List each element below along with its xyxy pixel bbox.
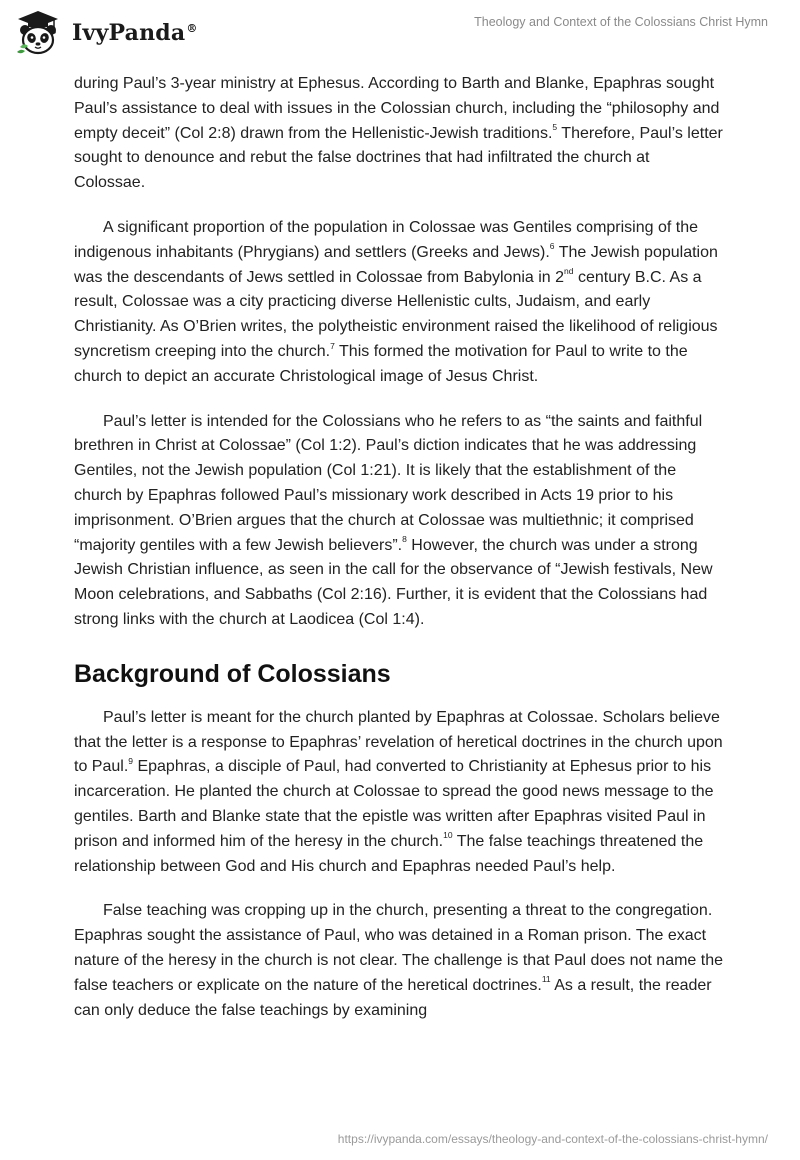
- footnote-ref[interactable]: 10: [443, 830, 453, 841]
- ivypanda-logo[interactable]: [14, 9, 198, 57]
- source-url-link[interactable]: https://ivypanda.com/essays/theology-and-context-of-the-colossians-christ-hymn/: [337, 1132, 768, 1146]
- document-title: Theology and Context of the Colossians Christ Hymn: [474, 15, 768, 29]
- essay-body: [74, 72, 724, 1043]
- footnote-ref[interactable]: 9: [128, 756, 133, 766]
- paragraph: Paul’s letter is intended for the Colossians who he refers to as “the saints and faithful brethren in Christ at Colossae” (Col 1:2). Paul’s diction indicates that he was addressing Gentiles, not the Jewish population (Col 1:21). It is likely that the establishment of the church by Epaphras followed Paul’s missionary work described in Acts 19 prior to his imprisonment. O’Brien argues that the church at Colossae was multiethnic; it comprised “majority gentiles with a few Jewish believers”.$^8$ However, the church was under a strong Jewish Christian influence, as seen in the call for the observance of “Jewish festivals, New Moon celebrations, and Sabbaths (Col 2:16). Further, it is evident that the Colossians had strong links with the church at Laodicea (Col 1:4).: [74, 412, 713, 628]
- footnote-ref[interactable]: 6: [549, 241, 555, 252]
- paragraph: False teaching was cropping up in the church, presenting a threat to the congregation. Epaphras sought the assistance of Paul, who was detained in a Roman prison. The exact nature of the heresy in the church is not clear. The challenge is that Paul does not name the false teachers or explicate on the nature of the heretical doctrines.$^{11}$ As a result, the reader can only deduce the false teachings by examining: [74, 902, 723, 1019]
- paragraph: during Paul’s 3-year ministry at Ephesus. According to Barth and Blanke, Epaphras sought Paul’s assistance to deal with issues in the Colossian church, including the “philosophy and empty deceit” (Col 2:8) drawn from the Hellenistic-Jewish traditions.$^5$ Therefore, Paul’s letter sought to denounce and rebut the false doctrines that had infiltrated the church at Colossae.: [74, 75, 723, 192]
- footnote-ref[interactable]: 7: [330, 340, 335, 351]
- brand-name: IvyPanda®: [72, 20, 198, 46]
- paragraph: A significant proportion of the population in Colossae was Gentiles comprising of the indigenous inhabitants (Phrygians) and settlers (Greeks and Jews).$^6$ The Jewish population was the descendants of Jews settled in Colossae from Babylonia in 2nd century B.C. As a result, Colossae was a city practicing diverse Hellenistic cults, Judaism, and early Christianity. As O’Brien writes, the polytheistic environment raised the likelihood of religious syncretism creeping into the church.$^7$ This formed the motivation for Paul to write to the church to depict an accurate Christological image of Jesus Christ.: [74, 218, 718, 385]
- footnote-ref[interactable]: 8: [402, 534, 407, 545]
- page-header: [0, 0, 800, 64]
- section-heading: Background of Colossians: [74, 659, 391, 688]
- registered-mark: ®: [186, 21, 198, 35]
- footnote-ref[interactable]: 5: [552, 122, 558, 133]
- ordinal-suffix: nd: [564, 266, 574, 277]
- paragraph: Paul’s letter is meant for the church planted by Epaphras at Colossae. Scholars believe that the letter is a response to Epaphras’ revelation of heretical doctrines in the church upon to Paul.$^9$ Epaphras, a disciple of Paul, had converted to Christianity at Ephesus prior to his incarceration. He planted the church at Colossae to spread the good news message to the gentiles. Barth and Blanke state that the epistle was written after Epaphras visited Paul in prison and informed him of the heresy in the church.$^{10}$ The false teachings threatened the relationship between God and His church and Epaphras needed Paul’s help.: [74, 708, 723, 875]
- panda-graduate-icon: [14, 9, 62, 57]
- footnote-ref[interactable]: 11: [541, 974, 551, 985]
